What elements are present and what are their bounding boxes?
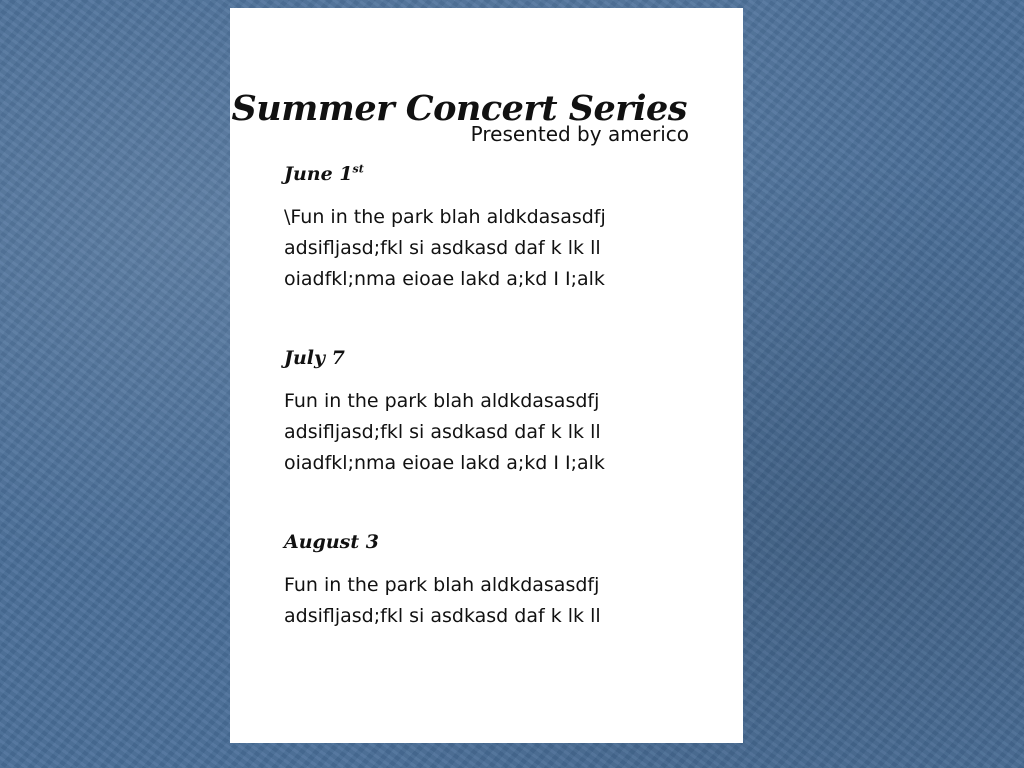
event-description: \Fun in the park blah aldkdasasdfj adsifljasd;fkl si asdkasd daf k lk ll oiadfkl;nma eioae lakd a;kd I I;alk <box>284 206 606 290</box>
event-date <box>284 530 714 554</box>
event-date-suffix: st <box>352 162 364 176</box>
event-date <box>284 162 714 186</box>
event-description: Fun in the park blah aldkdasasdfj adsifljasd;fkl si asdkasd daf k lk ll <box>284 574 601 627</box>
flyer-page <box>230 8 743 743</box>
event-july <box>284 346 714 479</box>
event-june <box>284 162 714 295</box>
event-description: Fun in the park blah aldkdasasdfj adsifljasd;fkl si asdkasd daf k lk ll oiadfkl;nma eioae lakd a;kd I I;alk <box>284 390 605 474</box>
event-date-text: July 7 <box>284 347 345 369</box>
event-date <box>284 346 714 370</box>
page-subtitle: Presented by americo <box>470 122 689 146</box>
event-date-text: August 3 <box>284 531 379 553</box>
event-august <box>284 530 714 632</box>
page-title: Summer Concert Series <box>231 88 687 129</box>
event-date-text: June 1 <box>284 163 353 185</box>
